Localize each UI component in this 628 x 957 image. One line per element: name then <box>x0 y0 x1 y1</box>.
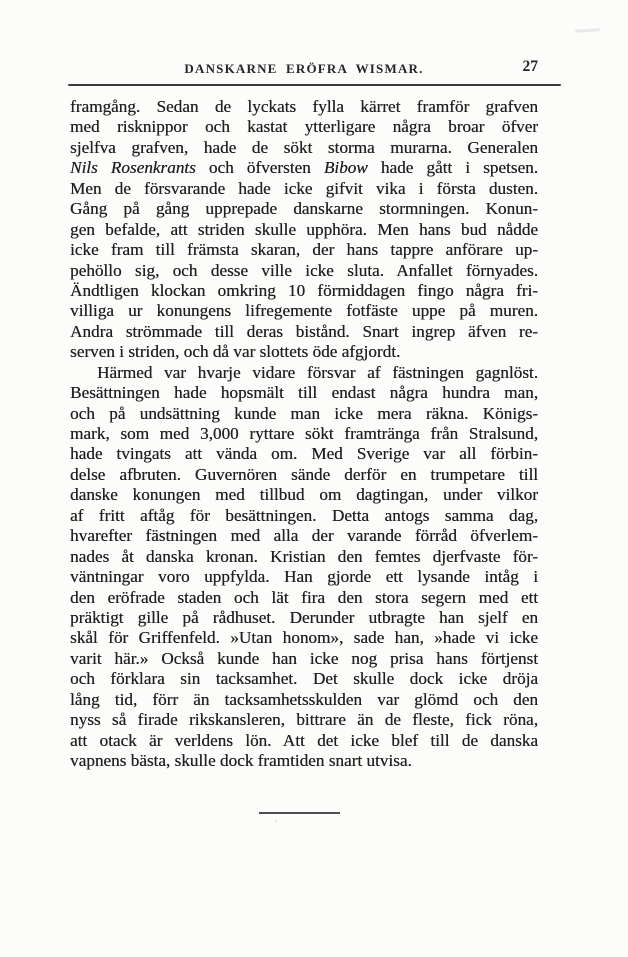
text-line: mark, som med 3,000 ryttare sökt framtränga från Stralsund, <box>70 424 538 443</box>
header-rule <box>68 84 561 86</box>
text-line: den eröfrade staden och lät fira den stora segern med ett <box>70 587 538 607</box>
text-line: Ändtligen klockan omkring 10 förmiddagen fingo några fri- <box>70 280 538 300</box>
text-line: villiga ur konungens lifregemente fotfäste uppe på muren. <box>70 301 538 321</box>
scan-speck <box>275 820 277 822</box>
running-title: DANSKARNE ERÖFRA WISMAR. <box>184 61 424 76</box>
page-number: 27 <box>522 58 538 75</box>
text-segment: hade gått i spetsen. <box>380 158 538 178</box>
text-line: danske konungen med tillbud om dagtingan, under vilkor <box>70 485 538 505</box>
text-line: och förklara sin tacksamhet. Det skulle dock icke dröja <box>70 669 538 689</box>
text-line: pehöllo sig, och desse ville icke sluta. Anfallet förnyades. <box>70 260 538 280</box>
text-line: varit här.» Också kunde han icke nog prisa hans förtjenst <box>70 648 538 668</box>
text-line: skål för Griffenfeld. »Utan honom», sade han, »hade vi icke <box>70 628 538 648</box>
text-line: lång tid, förr än tacksamhetsskulden var glömd och den <box>70 689 538 709</box>
text-line: gen befalde, att striden skulle upphöra. Men hans bud nådde <box>70 219 538 239</box>
body-text <box>70 97 538 771</box>
text-line: nades åt danska kronan. Kristian den femtes djerfvaste för- <box>70 546 538 566</box>
text-line: nyss så firade rikskansleren, bittrare än de fleste, fick röna, <box>70 710 538 730</box>
paragraph-2 <box>70 363 538 772</box>
text-line: icke fram till främsta skaran, der hans tappre anförare up- <box>70 240 538 260</box>
text-line: att otack är verldens lön. Att det icke blef till de danska <box>70 730 538 750</box>
section-divider <box>259 812 340 814</box>
text-line: Härmed var hvarje vidare försvar af fästningen gagnlöst. <box>97 362 538 382</box>
text-line: vapnens bästa, skulle dock framtiden snart utvisa. <box>70 751 412 770</box>
text-line: Men de försvarande hade icke gifvit vika i första dusten. <box>70 178 538 198</box>
scan-smudge <box>575 28 600 32</box>
text-line-with-italics <box>70 158 538 178</box>
paragraph-1 <box>70 97 538 363</box>
person-name-italic: Bibow <box>323 158 368 178</box>
text-line: hvarefter fästningen med alla der varande förråd öfverlem- <box>70 526 538 546</box>
text-line: och på undsättning kunde man icke mera räkna. Königs- <box>70 403 538 423</box>
text-line: framgång. Sedan de lyckats fylla kärret framför grafven <box>70 97 538 116</box>
text-line: serven i striden, och då var slottets öde afgjordt. <box>70 342 401 362</box>
text-line: delse afbruten. Guvernören sände derför en trumpetare till <box>70 464 538 484</box>
text-segment: och öfversten <box>208 158 311 178</box>
text-line: Gång på gång upprepade danskarne stormningen. Konun- <box>70 199 538 219</box>
text-line: af fritt aftåg för besättningen. Detta antogs samma dag, <box>70 505 538 525</box>
text-line: väntningar voro uppfylda. Han gjorde ett lysande intåg i <box>70 567 538 587</box>
text-line: sjelfva grafven, hade de sökt storma murarna. Generalen <box>70 137 538 157</box>
text-line: präktigt gille på rådhuset. Derunder utbragte han sjelf en <box>70 607 538 627</box>
text-line: hade tvingats att vända om. Med Sverige var all förbin- <box>70 444 538 464</box>
text-line: Besättningen hade hopsmält till endast några hundra man, <box>70 383 538 403</box>
person-name-italic: Nils Rosenkrants <box>70 158 196 178</box>
text-line: med risknippor och kastat ytterligare några broar öfver <box>70 117 538 137</box>
text-line: Andra strömmade till deras bistånd. Snart ingrep äfven re- <box>70 321 538 341</box>
